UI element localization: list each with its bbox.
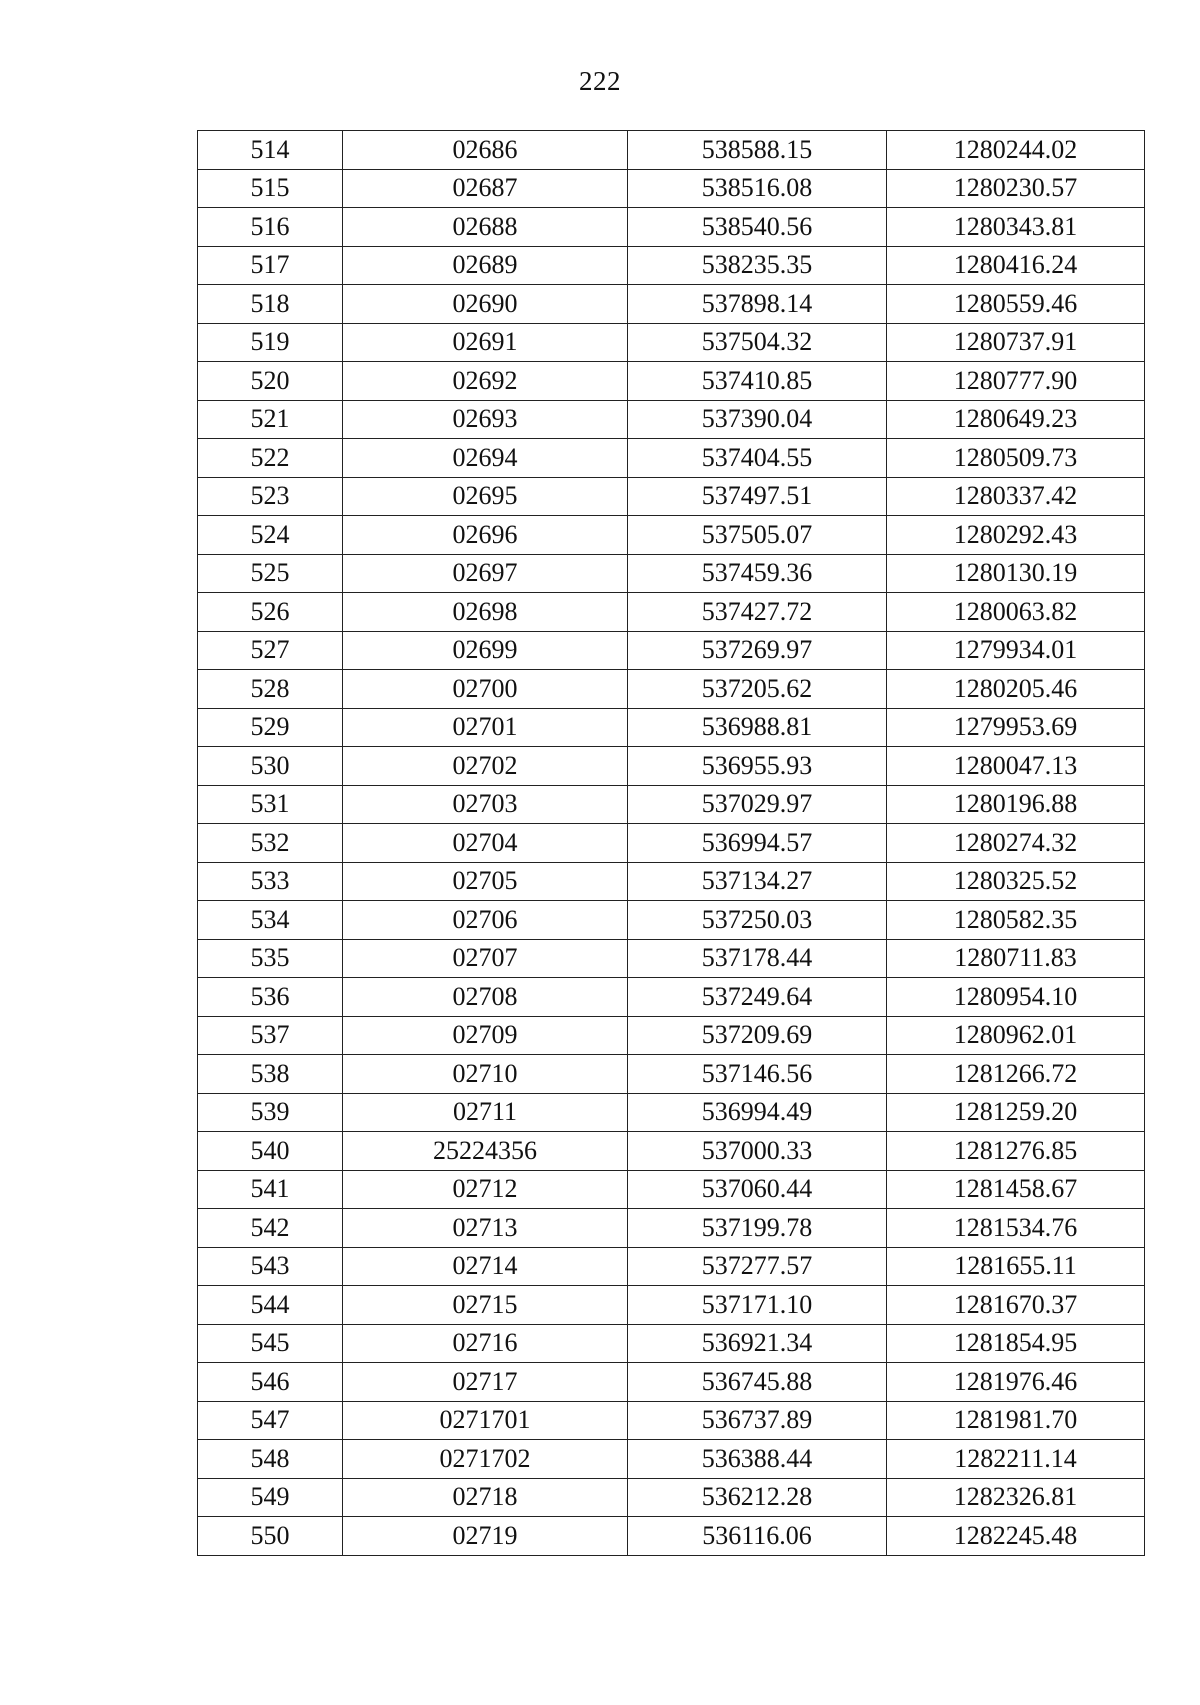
y-coordinate-cell: 1281458.67 bbox=[887, 1170, 1145, 1209]
table-row bbox=[198, 1132, 1145, 1171]
y-coordinate-cell: 1280205.46 bbox=[887, 670, 1145, 709]
y-coordinate-cell: 1281854.95 bbox=[887, 1324, 1145, 1363]
y-coordinate-cell: 1281276.85 bbox=[887, 1132, 1145, 1171]
y-coordinate-cell: 1282211.14 bbox=[887, 1440, 1145, 1479]
row-index-cell: 528 bbox=[198, 670, 343, 709]
x-coordinate-cell: 536745.88 bbox=[628, 1363, 887, 1402]
y-coordinate-cell: 1281534.76 bbox=[887, 1209, 1145, 1248]
row-index-cell: 544 bbox=[198, 1286, 343, 1325]
point-id-cell: 02697 bbox=[343, 554, 628, 593]
x-coordinate-cell: 537497.51 bbox=[628, 477, 887, 516]
table-row bbox=[198, 1093, 1145, 1132]
row-index-cell: 516 bbox=[198, 208, 343, 247]
table-row bbox=[198, 169, 1145, 208]
row-index-cell: 526 bbox=[198, 593, 343, 632]
row-index-cell: 547 bbox=[198, 1401, 343, 1440]
row-index-cell: 540 bbox=[198, 1132, 343, 1171]
table-row bbox=[198, 670, 1145, 709]
row-index-cell: 549 bbox=[198, 1478, 343, 1517]
y-coordinate-cell: 1281655.11 bbox=[887, 1247, 1145, 1286]
x-coordinate-cell: 538588.15 bbox=[628, 131, 887, 170]
row-index-cell: 521 bbox=[198, 400, 343, 439]
table-row bbox=[198, 1478, 1145, 1517]
x-coordinate-cell: 537249.64 bbox=[628, 978, 887, 1017]
point-id-cell: 02708 bbox=[343, 978, 628, 1017]
row-index-cell: 517 bbox=[198, 246, 343, 285]
point-id-cell: 02694 bbox=[343, 439, 628, 478]
row-index-cell: 523 bbox=[198, 477, 343, 516]
y-coordinate-cell: 1280274.32 bbox=[887, 824, 1145, 863]
row-index-cell: 532 bbox=[198, 824, 343, 863]
y-coordinate-cell: 1281981.70 bbox=[887, 1401, 1145, 1440]
y-coordinate-cell: 1280737.91 bbox=[887, 323, 1145, 362]
row-index-cell: 539 bbox=[198, 1093, 343, 1132]
point-id-cell: 02698 bbox=[343, 593, 628, 632]
x-coordinate-cell: 537060.44 bbox=[628, 1170, 887, 1209]
x-coordinate-cell: 537277.57 bbox=[628, 1247, 887, 1286]
y-coordinate-cell: 1280325.52 bbox=[887, 862, 1145, 901]
y-coordinate-cell: 1280244.02 bbox=[887, 131, 1145, 170]
row-index-cell: 530 bbox=[198, 747, 343, 786]
point-id-cell: 02705 bbox=[343, 862, 628, 901]
x-coordinate-cell: 537146.56 bbox=[628, 1055, 887, 1094]
x-coordinate-cell: 537404.55 bbox=[628, 439, 887, 478]
coordinates-table bbox=[197, 130, 1145, 1556]
x-coordinate-cell: 537250.03 bbox=[628, 901, 887, 940]
row-index-cell: 546 bbox=[198, 1363, 343, 1402]
table-row bbox=[198, 285, 1145, 324]
table-row bbox=[198, 1324, 1145, 1363]
point-id-cell: 02710 bbox=[343, 1055, 628, 1094]
y-coordinate-cell: 1280582.35 bbox=[887, 901, 1145, 940]
x-coordinate-cell: 537427.72 bbox=[628, 593, 887, 632]
point-id-cell: 02692 bbox=[343, 362, 628, 401]
y-coordinate-cell: 1281976.46 bbox=[887, 1363, 1145, 1402]
x-coordinate-cell: 537898.14 bbox=[628, 285, 887, 324]
table-row bbox=[198, 939, 1145, 978]
point-id-cell: 02714 bbox=[343, 1247, 628, 1286]
point-id-cell: 02695 bbox=[343, 477, 628, 516]
y-coordinate-cell: 1281259.20 bbox=[887, 1093, 1145, 1132]
row-index-cell: 527 bbox=[198, 631, 343, 670]
y-coordinate-cell: 1280343.81 bbox=[887, 208, 1145, 247]
row-index-cell: 519 bbox=[198, 323, 343, 362]
point-id-cell: 02693 bbox=[343, 400, 628, 439]
y-coordinate-cell: 1280509.73 bbox=[887, 439, 1145, 478]
table-row bbox=[198, 323, 1145, 362]
y-coordinate-cell: 1280962.01 bbox=[887, 1016, 1145, 1055]
y-coordinate-cell: 1280292.43 bbox=[887, 516, 1145, 555]
x-coordinate-cell: 537459.36 bbox=[628, 554, 887, 593]
row-index-cell: 524 bbox=[198, 516, 343, 555]
table-row bbox=[198, 400, 1145, 439]
table-row bbox=[198, 1016, 1145, 1055]
y-coordinate-cell: 1280130.19 bbox=[887, 554, 1145, 593]
table-row bbox=[198, 631, 1145, 670]
table-row bbox=[198, 1363, 1145, 1402]
x-coordinate-cell: 537000.33 bbox=[628, 1132, 887, 1171]
row-index-cell: 543 bbox=[198, 1247, 343, 1286]
table-row bbox=[198, 554, 1145, 593]
page-number: 222 bbox=[579, 66, 621, 96]
x-coordinate-cell: 537269.97 bbox=[628, 631, 887, 670]
point-id-cell: 02699 bbox=[343, 631, 628, 670]
row-index-cell: 545 bbox=[198, 1324, 343, 1363]
table-row bbox=[198, 516, 1145, 555]
row-index-cell: 531 bbox=[198, 785, 343, 824]
table-row bbox=[198, 246, 1145, 285]
row-index-cell: 529 bbox=[198, 708, 343, 747]
point-id-cell: 02706 bbox=[343, 901, 628, 940]
point-id-cell: 0271702 bbox=[343, 1440, 628, 1479]
row-index-cell: 520 bbox=[198, 362, 343, 401]
table-row bbox=[198, 362, 1145, 401]
point-id-cell: 25224356 bbox=[343, 1132, 628, 1171]
table-row bbox=[198, 785, 1145, 824]
row-index-cell: 522 bbox=[198, 439, 343, 478]
row-index-cell: 550 bbox=[198, 1517, 343, 1556]
point-id-cell: 02687 bbox=[343, 169, 628, 208]
y-coordinate-cell: 1280559.46 bbox=[887, 285, 1145, 324]
row-index-cell: 514 bbox=[198, 131, 343, 170]
table-row bbox=[198, 747, 1145, 786]
row-index-cell: 534 bbox=[198, 901, 343, 940]
x-coordinate-cell: 536994.57 bbox=[628, 824, 887, 863]
x-coordinate-cell: 537134.27 bbox=[628, 862, 887, 901]
table-row bbox=[198, 708, 1145, 747]
y-coordinate-cell: 1279934.01 bbox=[887, 631, 1145, 670]
x-coordinate-cell: 537199.78 bbox=[628, 1209, 887, 1248]
table-row bbox=[198, 208, 1145, 247]
table-row bbox=[198, 901, 1145, 940]
x-coordinate-cell: 537171.10 bbox=[628, 1286, 887, 1325]
point-id-cell: 02712 bbox=[343, 1170, 628, 1209]
table-row bbox=[198, 1440, 1145, 1479]
point-id-cell: 02696 bbox=[343, 516, 628, 555]
table-row bbox=[198, 824, 1145, 863]
row-index-cell: 515 bbox=[198, 169, 343, 208]
x-coordinate-cell: 536212.28 bbox=[628, 1478, 887, 1517]
x-coordinate-cell: 536737.89 bbox=[628, 1401, 887, 1440]
point-id-cell: 02701 bbox=[343, 708, 628, 747]
x-coordinate-cell: 536955.93 bbox=[628, 747, 887, 786]
row-index-cell: 533 bbox=[198, 862, 343, 901]
y-coordinate-cell: 1281670.37 bbox=[887, 1286, 1145, 1325]
y-coordinate-cell: 1280777.90 bbox=[887, 362, 1145, 401]
y-coordinate-cell: 1282245.48 bbox=[887, 1517, 1145, 1556]
row-index-cell: 542 bbox=[198, 1209, 343, 1248]
y-coordinate-cell: 1280196.88 bbox=[887, 785, 1145, 824]
point-id-cell: 02691 bbox=[343, 323, 628, 362]
table-row bbox=[198, 1209, 1145, 1248]
x-coordinate-cell: 536994.49 bbox=[628, 1093, 887, 1132]
table-row bbox=[198, 862, 1145, 901]
point-id-cell: 02711 bbox=[343, 1093, 628, 1132]
x-coordinate-cell: 538540.56 bbox=[628, 208, 887, 247]
table-row bbox=[198, 1517, 1145, 1556]
y-coordinate-cell: 1280416.24 bbox=[887, 246, 1145, 285]
table-row bbox=[198, 593, 1145, 632]
point-id-cell: 02713 bbox=[343, 1209, 628, 1248]
y-coordinate-cell: 1280230.57 bbox=[887, 169, 1145, 208]
row-index-cell: 538 bbox=[198, 1055, 343, 1094]
y-coordinate-cell: 1281266.72 bbox=[887, 1055, 1145, 1094]
x-coordinate-cell: 537209.69 bbox=[628, 1016, 887, 1055]
point-id-cell: 02703 bbox=[343, 785, 628, 824]
x-coordinate-cell: 538235.35 bbox=[628, 246, 887, 285]
row-index-cell: 541 bbox=[198, 1170, 343, 1209]
x-coordinate-cell: 536116.06 bbox=[628, 1517, 887, 1556]
point-id-cell: 02718 bbox=[343, 1478, 628, 1517]
point-id-cell: 02689 bbox=[343, 246, 628, 285]
point-id-cell: 02715 bbox=[343, 1286, 628, 1325]
row-index-cell: 548 bbox=[198, 1440, 343, 1479]
table-row bbox=[198, 477, 1145, 516]
x-coordinate-cell: 537205.62 bbox=[628, 670, 887, 709]
y-coordinate-cell: 1280047.13 bbox=[887, 747, 1145, 786]
table-row bbox=[198, 1247, 1145, 1286]
table-body bbox=[198, 131, 1145, 1556]
x-coordinate-cell: 537505.07 bbox=[628, 516, 887, 555]
table-row bbox=[198, 131, 1145, 170]
x-coordinate-cell: 537029.97 bbox=[628, 785, 887, 824]
x-coordinate-cell: 537390.04 bbox=[628, 400, 887, 439]
point-id-cell: 02700 bbox=[343, 670, 628, 709]
y-coordinate-cell: 1280337.42 bbox=[887, 477, 1145, 516]
x-coordinate-cell: 536921.34 bbox=[628, 1324, 887, 1363]
y-coordinate-cell: 1282326.81 bbox=[887, 1478, 1145, 1517]
row-index-cell: 537 bbox=[198, 1016, 343, 1055]
row-index-cell: 535 bbox=[198, 939, 343, 978]
table-row bbox=[198, 1055, 1145, 1094]
table-row bbox=[198, 1170, 1145, 1209]
point-id-cell: 02702 bbox=[343, 747, 628, 786]
x-coordinate-cell: 537178.44 bbox=[628, 939, 887, 978]
point-id-cell: 02688 bbox=[343, 208, 628, 247]
point-id-cell: 0271701 bbox=[343, 1401, 628, 1440]
x-coordinate-cell: 537410.85 bbox=[628, 362, 887, 401]
table-row bbox=[198, 1286, 1145, 1325]
point-id-cell: 02686 bbox=[343, 131, 628, 170]
y-coordinate-cell: 1280063.82 bbox=[887, 593, 1145, 632]
y-coordinate-cell: 1280954.10 bbox=[887, 978, 1145, 1017]
row-index-cell: 525 bbox=[198, 554, 343, 593]
x-coordinate-cell: 538516.08 bbox=[628, 169, 887, 208]
point-id-cell: 02709 bbox=[343, 1016, 628, 1055]
table-row bbox=[198, 1401, 1145, 1440]
point-id-cell: 02719 bbox=[343, 1517, 628, 1556]
x-coordinate-cell: 537504.32 bbox=[628, 323, 887, 362]
y-coordinate-cell: 1280711.83 bbox=[887, 939, 1145, 978]
point-id-cell: 02707 bbox=[343, 939, 628, 978]
point-id-cell: 02704 bbox=[343, 824, 628, 863]
point-id-cell: 02690 bbox=[343, 285, 628, 324]
row-index-cell: 518 bbox=[198, 285, 343, 324]
x-coordinate-cell: 536988.81 bbox=[628, 708, 887, 747]
table-row bbox=[198, 439, 1145, 478]
x-coordinate-cell: 536388.44 bbox=[628, 1440, 887, 1479]
point-id-cell: 02716 bbox=[343, 1324, 628, 1363]
y-coordinate-cell: 1279953.69 bbox=[887, 708, 1145, 747]
point-id-cell: 02717 bbox=[343, 1363, 628, 1402]
table-row bbox=[198, 978, 1145, 1017]
y-coordinate-cell: 1280649.23 bbox=[887, 400, 1145, 439]
row-index-cell: 536 bbox=[198, 978, 343, 1017]
